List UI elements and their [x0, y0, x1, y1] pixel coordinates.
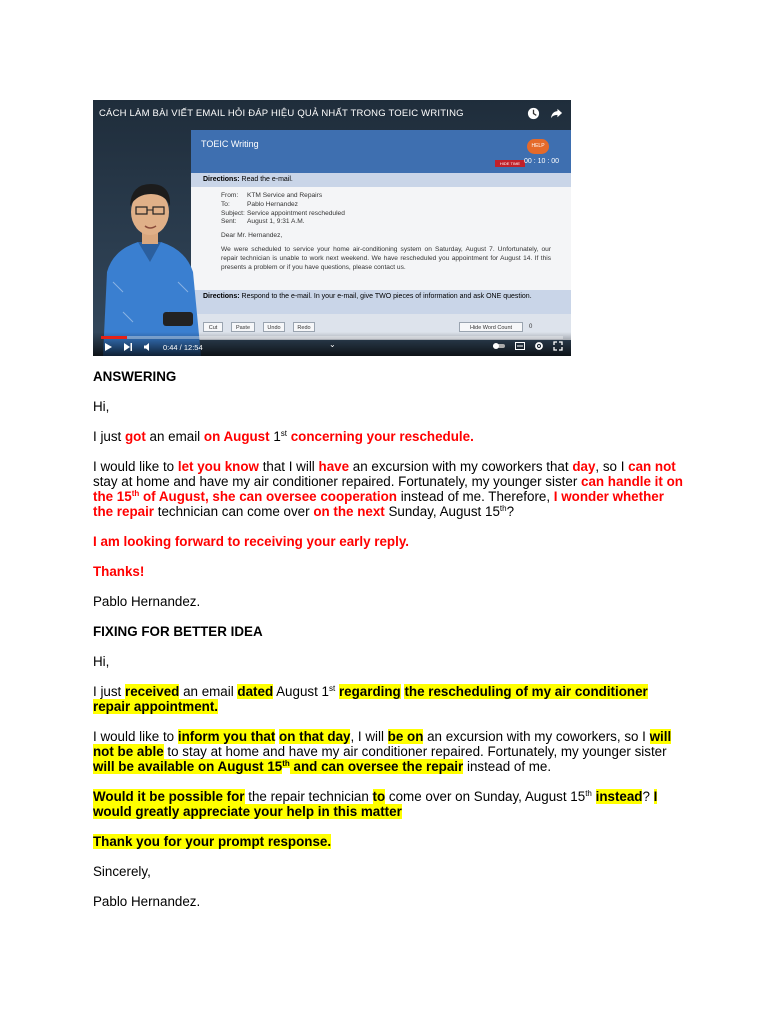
fixing-closing: Sincerely, [93, 864, 151, 879]
fixing-greeting: Hi, [93, 654, 110, 669]
toeic-header [191, 130, 571, 173]
cut-button: Cut [203, 322, 223, 332]
answering-paragraph-3: I am looking forward to receiving your early reply. [93, 534, 410, 549]
play-icon[interactable] [103, 342, 113, 352]
video-player[interactable] [93, 100, 571, 356]
help-button: HELP [527, 139, 549, 154]
fullscreen-icon[interactable] [553, 341, 563, 351]
next-icon[interactable] [123, 342, 133, 352]
hide-time-button: HIDE TIME [495, 160, 525, 167]
answering-paragraph-1: I just got an email on August 1st concerning your reschedule. [93, 429, 474, 444]
fixing-signature: Pablo Hernandez. [93, 894, 201, 909]
fixing-paragraph-1: I just received an email dated August 1st regarding the rescheduling of my air conditioner repair appointment. [93, 684, 648, 714]
volume-icon[interactable] [143, 342, 153, 352]
answering-paragraph-2: I would like to let you know that I will have an excursion with my coworkers that day, so I can not stay at home and have my air conditioner repaired. Fortunately, my younger sister can handle it on the 15th of August, she can oversee cooperation instead of me. Therefore, I wonder whether the repair technician can come over on the next Sunday, August 15th? [93, 459, 683, 519]
fixing-heading: FIXING FOR BETTER IDEA [93, 624, 263, 639]
fixing-paragraph-4: Thank you for your prompt response. [93, 834, 332, 849]
video-controls [93, 332, 571, 356]
share-icon[interactable] [550, 107, 563, 120]
document-page [93, 100, 683, 909]
chevron-down-icon[interactable]: ⌄ [329, 340, 336, 349]
answering-thanks: Thanks! [93, 564, 145, 579]
subtitles-icon[interactable] [515, 341, 525, 351]
email-preview: From: KTM Service and Repairs To: Pablo Hernandez Subject: Service appointment rescheduled Sent: August 1, 9:31 A.M. Dear Mr. Hernandez, We were scheduled to service your home air-conditioning system on Saturday, August 7. Unfortunately, our repair technician is unable to work next weekend. We have rescheduled you appointment for August 14. If this presents a problem or if you have questions, please contact us. [221, 192, 551, 271]
time-display: 0:44 / 12:54 [163, 342, 203, 352]
word-count: 0 [529, 324, 533, 330]
timer: 00 : 10 : 00 [523, 158, 559, 165]
toeic-app-title: TOEIC Writing [201, 139, 259, 149]
video-top-icons [527, 107, 563, 120]
redo-button: Redo [293, 322, 315, 332]
directions-bar: Directions: Read the e-mail. [191, 173, 571, 187]
hide-word-count-button: Hide Word Count [459, 322, 523, 332]
autoplay-toggle-icon[interactable] [492, 341, 506, 351]
settings-icon[interactable] [534, 341, 544, 351]
answering-signature: Pablo Hernandez. [93, 594, 201, 609]
answering-heading: ANSWERING [93, 369, 177, 384]
progress-bar[interactable] [101, 336, 563, 339]
paste-button: Paste [231, 322, 255, 332]
fixing-paragraph-2: I would like to inform you that on that day, I will be on an excursion with my coworkers, so I will not be able to stay at home and have my air conditioner repaired. Fortunately, my younger sister will be available on August 15th and can oversee the repair instead of me. [93, 729, 672, 774]
answering-greeting: Hi, [93, 399, 110, 414]
fixing-paragraph-3: Would it be possible for the repair technician to come over on Sunday, August 15th instead? I would greatly appreciate your help in this matter [93, 789, 658, 819]
clock-icon[interactable] [527, 107, 540, 120]
undo-button: Undo [263, 322, 285, 332]
toeic-screen [191, 130, 571, 340]
response-directions: Directions: Respond to the e-mail. In your e-mail, give TWO pieces of information and ask ONE question. [191, 290, 571, 314]
video-title: CÁCH LÀM BÀI VIẾT EMAIL HỎI ĐÁP HIỆU QUẢ NHẤT TRONG TOEIC WRITING [99, 108, 464, 119]
presenter-figure [93, 162, 208, 356]
